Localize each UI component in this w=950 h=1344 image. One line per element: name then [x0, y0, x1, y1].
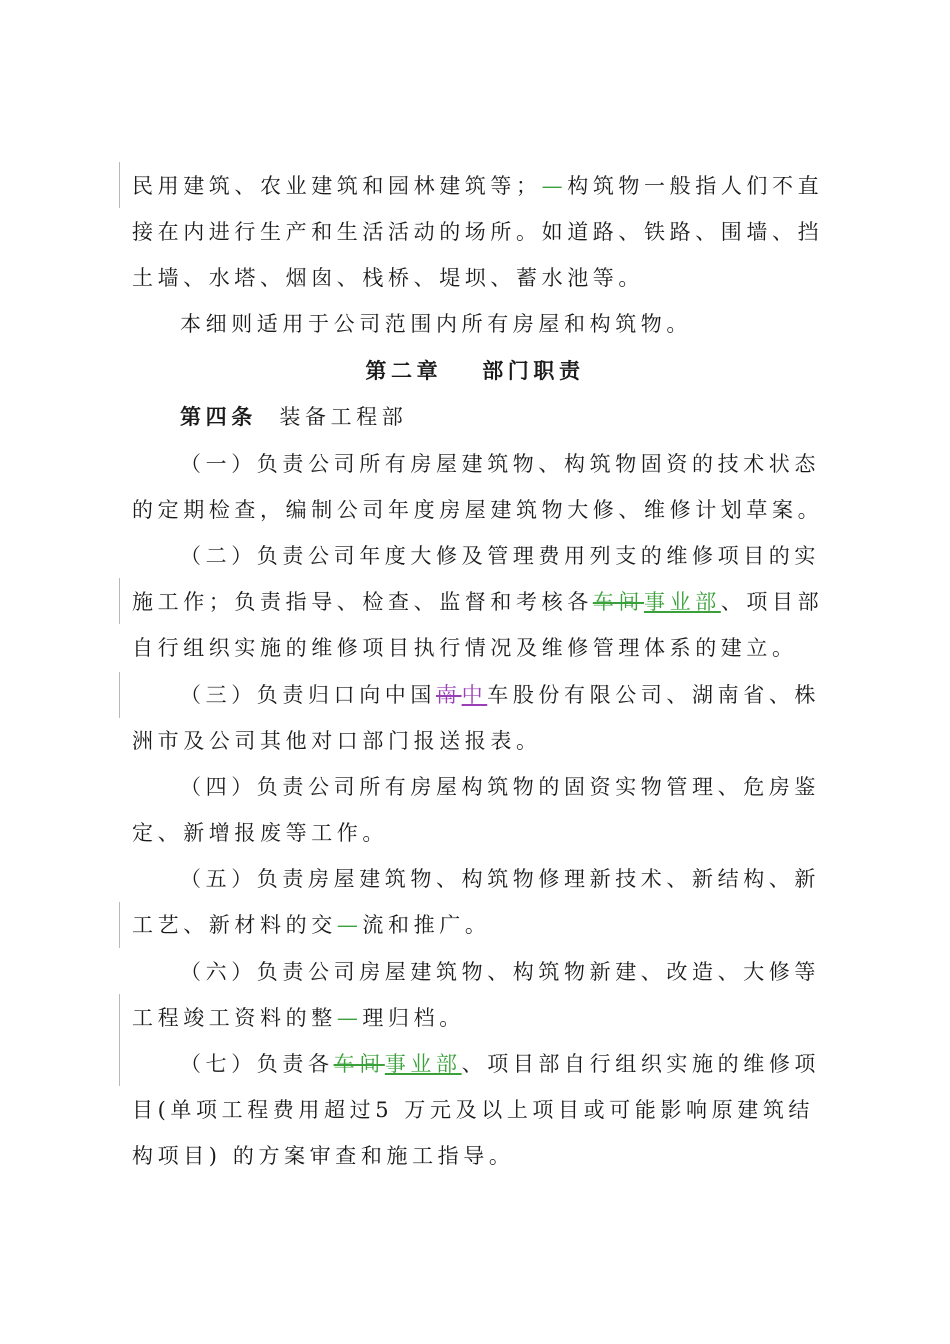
text-run: （七）负责各	[180, 1052, 334, 1076]
item-line: 自行组织实施的维修项目执行情况及维修管理体系的建立。	[132, 636, 798, 660]
change-bar	[119, 902, 120, 948]
chapter-heading	[0, 356, 950, 386]
item-line: 目(单项工程费用超过5 万元及以上项目或可能影响原建筑结	[132, 1098, 815, 1122]
inserted-dash: —	[336, 913, 363, 937]
change-bar	[119, 578, 120, 624]
inserted-text: 事业部	[384, 1052, 462, 1076]
article-department: 装备工程部	[279, 405, 408, 429]
paragraph-line	[132, 171, 822, 201]
chapter-number: 第二章	[365, 358, 443, 383]
item-line: 的定期检查，编制公司年度房屋建筑物大修、维修计划草案。	[132, 498, 824, 522]
paragraph-line: 接在内进行生产和生活活动的场所。如道路、铁路、围墙、挡	[132, 220, 824, 244]
item-line	[132, 587, 822, 617]
item-line: （四）负责公司所有房屋构筑物的固资实物管理、危房鉴	[180, 775, 820, 799]
item-line: （二）负责公司年度大修及管理费用列支的维修项目的实	[180, 544, 820, 568]
item-line	[180, 1049, 820, 1079]
text-run: 车股份有限公司、湖南省、株	[487, 683, 821, 707]
deleted-text: 车间	[333, 1052, 385, 1076]
text-run: 施工作；负责指导、检查、监督和考核各	[132, 590, 593, 614]
change-bar	[119, 162, 120, 208]
text-run: 工程竣工资料的整	[132, 1006, 337, 1030]
inserted-dash: —	[541, 174, 568, 198]
item-line: （五）负责房屋建筑物、构筑物修理新技术、新结构、新	[180, 867, 820, 891]
item-line	[132, 910, 822, 940]
text-run: 流和推广。	[362, 913, 491, 937]
text-run: 构筑物一般指人们不直	[567, 174, 824, 198]
item-line	[180, 680, 820, 710]
inserted-text: 中	[461, 683, 488, 707]
article-number: 第四条	[180, 404, 257, 429]
article-heading	[180, 402, 820, 432]
text-run: 、项目部	[720, 590, 824, 614]
item-line: 定、新增报废等工作。	[132, 821, 388, 845]
item-line: 构项目) 的方案审查和施工指导。	[132, 1144, 515, 1168]
change-bar	[119, 1040, 120, 1086]
text-run: 民用建筑、农业建筑和园林建筑等；	[132, 174, 542, 198]
text-run: （三）负责归口向中国	[180, 683, 436, 707]
deleted-text: 南	[436, 683, 462, 707]
item-line	[132, 1003, 822, 1033]
text-run: 工艺、新材料的交	[132, 913, 337, 937]
deleted-text: 车间	[592, 590, 645, 614]
item-line: （一）负责公司所有房屋建筑物、构筑物固资的技术状态	[180, 452, 820, 476]
inserted-dash: —	[336, 1006, 363, 1030]
item-line: （六）负责公司房屋建筑物、构筑物新建、改造、大修等	[180, 960, 820, 984]
text-run: 理归档。	[362, 1006, 465, 1030]
inserted-text: 事业部	[644, 590, 721, 614]
change-bar	[119, 672, 120, 718]
paragraph-line: 土墙、水塔、烟囱、栈桥、堤坝、蓄水池等。	[132, 266, 644, 290]
item-line: 洲市及公司其他对口部门报送报表。	[132, 729, 542, 753]
text-run: 、项目部自行组织实施的维修项	[461, 1052, 821, 1076]
change-bar	[119, 994, 120, 1040]
scope-paragraph: 本细则适用于公司范围内所有房屋和构筑物。	[180, 312, 692, 336]
chapter-title: 部门职责	[482, 358, 585, 383]
